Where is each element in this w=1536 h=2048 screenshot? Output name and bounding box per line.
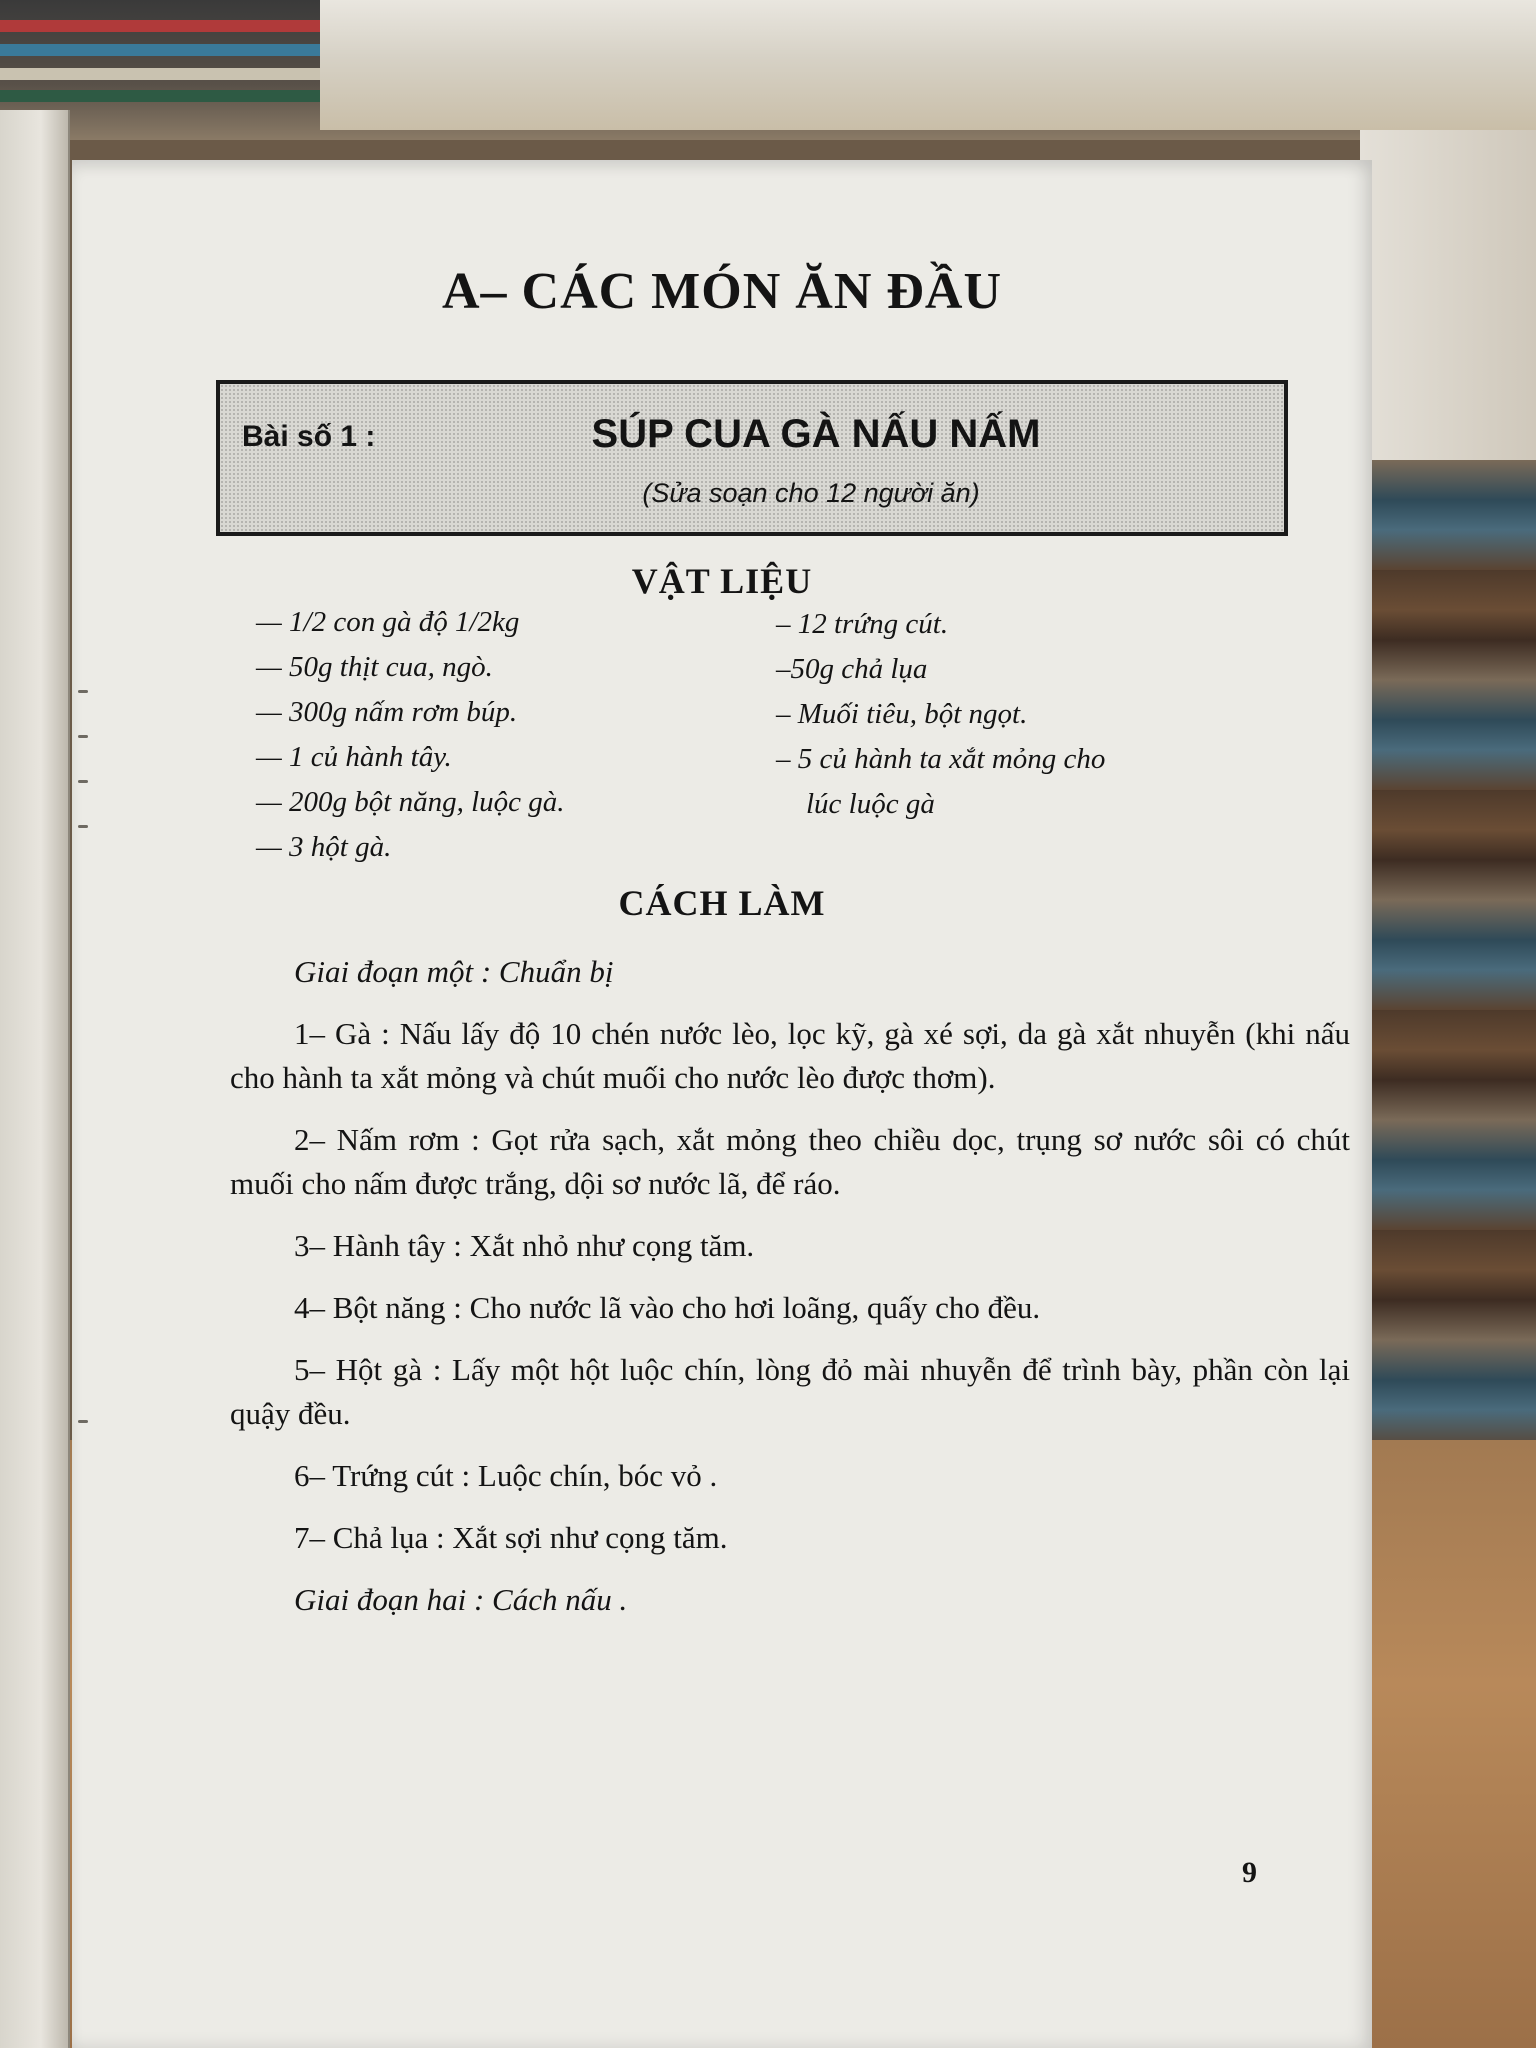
background-paper-edge [1360,130,1536,460]
method-step: 6– Trứng cút : Luộc chín, bóc vỏ . [294,1458,718,1493]
background-right-books [1360,130,1536,1440]
ingredient-item: – Muối tiêu, bột ngọt. [776,698,1028,730]
lesson-header-box [216,380,1288,536]
method-step: 5– Hột gà : Lấy một hột luộc chín, lòng đỏ mài nhuyễn để trình bày, phần còn lại quậy đều. [230,1352,1350,1431]
ingredients-list-left [256,600,565,870]
binding-stitch [78,825,88,828]
ingredient-item: — 3 hột gà. [256,831,392,863]
method-step: 2– Nấm rơm : Gọt rửa sạch, xắt mỏng theo chiều dọc, trụng sơ nước sôi có chút muối cho nấm được trắng, dội sơ nước lã, để ráo. [230,1122,1350,1201]
book-spine [0,68,330,80]
ingredient-item: — 50g thịt cua, ngò. [256,651,493,683]
page-number: 9 [1242,1856,1257,1889]
ingredient-item: – 5 củ hành ta xắt mỏng cho [776,743,1106,775]
ingredient-item: –50g chả lụa [776,653,928,685]
section-title: A– CÁC MÓN ĂN ĐẦU [441,263,1003,320]
ingredient-item-continued: lúc luộc gà [806,788,935,820]
method-step: 7– Chả lụa : Xắt sợi như cọng tăm. [294,1520,728,1555]
background-paper-stack [320,0,1536,130]
book-spine [0,90,330,102]
book-spine [0,20,330,32]
method-heading: CÁCH LÀM [618,883,826,923]
ingredient-item: – 12 trứng cút. [776,608,949,640]
method-step: 3– Hành tây : Xắt nhỏ như cọng tăm. [294,1228,755,1263]
binding-stitch [78,735,88,738]
ingredient-item: — 1 củ hành tây. [256,741,452,773]
binding-stitch [78,780,88,783]
left-page-edge [0,110,70,2048]
ingredients-heading: VẬT LIỆU [631,561,813,601]
lesson-number: Bài số 1 : [242,420,376,453]
ingredients-list-right [776,602,1105,827]
ingredient-item: — 300g nấm rơm búp. [256,696,518,728]
binding-stitch [78,690,88,693]
book-page [72,160,1372,2048]
method-body [230,950,1350,1622]
ingredient-item: — 200g bột năng, luộc gà. [256,786,565,818]
book-spine [0,44,330,56]
lesson-subtitle: (Sửa soạn cho 12 người ăn) [642,478,980,508]
binding-stitch [78,1420,88,1423]
stage-one-heading: Giai đoạn một : Chuẩn bị [294,954,614,989]
method-step: 1– Gà : Nấu lấy độ 10 chén nước lèo, lọc kỹ, gà xé sợi, da gà xắt nhuyễn (khi nấu cho hành ta xắt mỏng và chút muối cho nước lèo được thơm). [230,1016,1350,1095]
stage-two-heading: Giai đoạn hai : Cách nấu . [294,1582,628,1617]
lesson-title: SÚP CUA GÀ NẤU NẤM [591,412,1041,456]
ingredient-item: — 1/2 con gà độ 1/2kg [256,606,520,638]
method-step: 4– Bột năng : Cho nước lã vào cho hơi loãng, quấy cho đều. [294,1290,1041,1325]
